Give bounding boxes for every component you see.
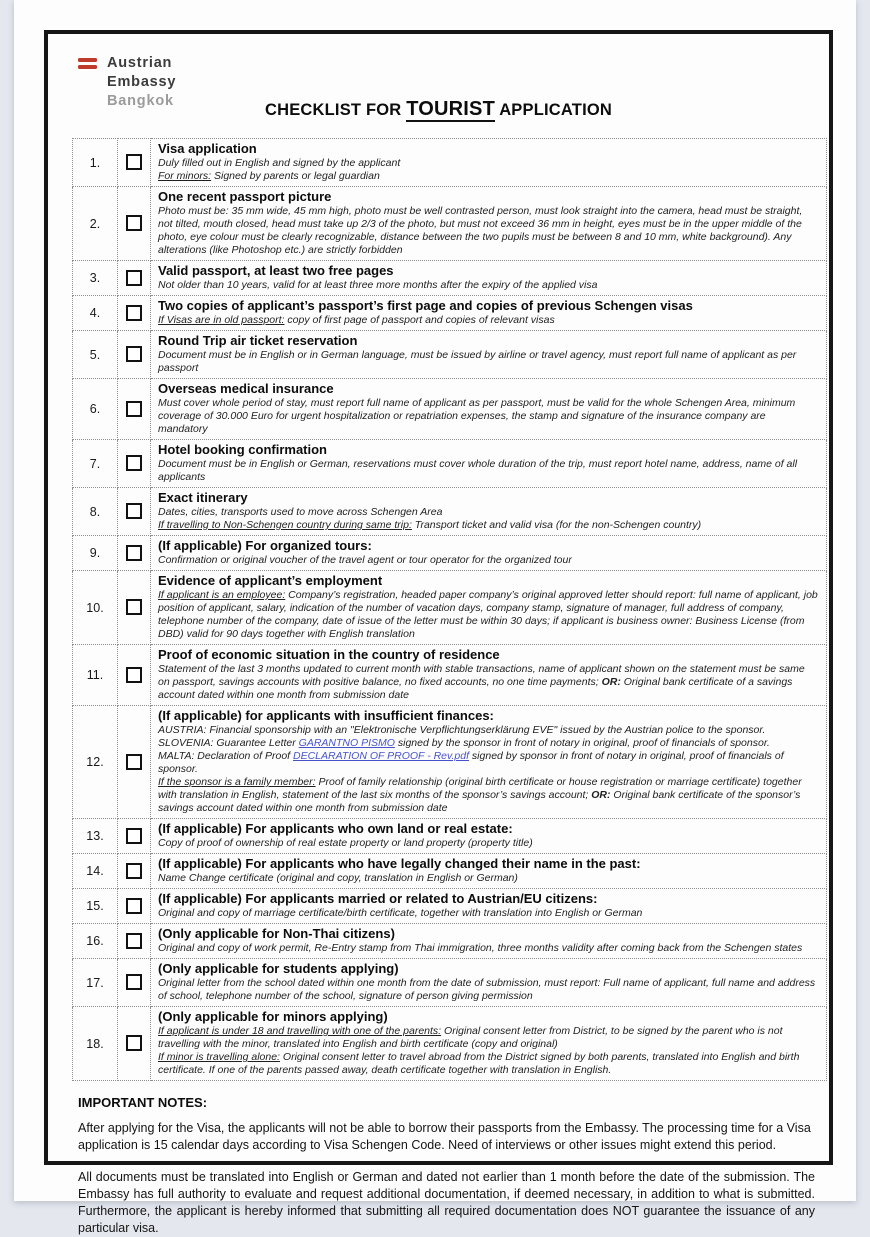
row-number: 12. (73, 706, 118, 819)
checkbox-row-5[interactable] (126, 346, 142, 362)
checklist-row-16 (73, 924, 827, 959)
item-description-line (158, 458, 818, 484)
checkbox-cell (118, 536, 151, 571)
row-number: 8. (73, 488, 118, 536)
item-description-line (158, 589, 818, 641)
row-number: 13. (73, 819, 118, 854)
item-description-line (158, 737, 818, 750)
description-text: Signed by parents or legal guardian (211, 170, 380, 182)
document-page (14, 0, 856, 1235)
checkbox-row-11[interactable] (126, 667, 142, 683)
item-content (151, 924, 827, 959)
checkbox-row-15[interactable] (126, 898, 142, 914)
description-text: Name Change certificate (original and copy, translation in English or German) (158, 872, 518, 884)
item-content (151, 379, 827, 440)
description-text: Original and copy of work permit, Re-Entry stamp from Thai immigration, three months validity after coming back from the Schengen states (158, 942, 803, 954)
item-description-line (158, 1051, 818, 1077)
description-text: If minor is travelling alone: (158, 1051, 280, 1063)
checkbox-row-8[interactable] (126, 503, 142, 519)
item-description-line (158, 314, 818, 327)
description-text: Original and copy of marriage certificate/birth certificate, together with translation into English or German (158, 907, 643, 919)
row-number: 17. (73, 959, 118, 1007)
item-description-line (158, 776, 818, 815)
checkbox-cell (118, 645, 151, 706)
document-link[interactable]: DECLARATION OF PROOF - Rev.pdf (293, 750, 470, 762)
item-description-line (158, 205, 818, 257)
checkbox-cell (118, 488, 151, 536)
description-text: signed by the sponsor in front of notary in original, proof of financials of sponsor. (394, 737, 770, 749)
row-number: 3. (73, 261, 118, 296)
description-text: Original letter from the school dated within one month from the date of submission, must report: Full name of applicant, full name and address of school, telephone number of the school, signature of person giving permission (158, 977, 816, 1002)
document-link[interactable]: GARANTNO PISMO (298, 737, 395, 749)
checklist-row-10 (73, 571, 827, 645)
item-description-line (158, 554, 818, 567)
checklist-row-6 (73, 379, 827, 440)
description-text: Transport ticket and valid visa (for the non-Schengen country) (411, 519, 702, 531)
row-number: 2. (73, 187, 118, 261)
checkbox-row-6[interactable] (126, 401, 142, 417)
item-title: (Only applicable for Non-Thai citizens) (158, 926, 395, 941)
description-text: Dates, cities, transports used to move across Schengen Area (158, 506, 443, 518)
item-content (151, 488, 827, 536)
item-content (151, 440, 827, 488)
item-description-line (158, 977, 818, 1003)
checklist-row-5 (73, 331, 827, 379)
austrian-flag-icon (78, 58, 97, 72)
description-text: If applicant is under 18 and travelling with one of the parents: (158, 1025, 442, 1037)
description-text: If travelling to Non-Schengen country during same trip: (158, 519, 412, 531)
checklist-row-8 (73, 488, 827, 536)
description-text: Must cover whole period of stay, must report full name of applicant as per passport, must be valid for the whole Schengen Area, minimum coverage of 30.000 Euro for urgent hospitalization or repatriation expenses, the stamp and signature of the insurance company are mandatory (158, 397, 796, 435)
item-title: Two copies of applicant’s passport’s first page and copies of previous Schengen visas (158, 298, 693, 313)
item-content (151, 571, 827, 645)
item-description-line (158, 349, 818, 375)
description-text: Confirmation or original voucher of the travel agent or tour operator for the organized tour (158, 554, 572, 566)
checkbox-cell (118, 924, 151, 959)
row-number: 7. (73, 440, 118, 488)
notes-heading: IMPORTANT NOTES: (78, 1095, 208, 1110)
checkbox-row-7[interactable] (126, 455, 142, 471)
item-title: Proof of economic situation in the country of residence (158, 647, 500, 662)
checklist-row-12 (73, 706, 827, 819)
row-number: 18. (73, 1007, 118, 1081)
logo-text-bangkok: Bangkok (107, 93, 174, 109)
checkbox-row-18[interactable] (126, 1035, 142, 1051)
checklist-row-3 (73, 261, 827, 296)
item-title: Hotel booking confirmation (158, 442, 327, 457)
description-text: If the sponsor is a family member: (158, 776, 316, 788)
description-text: copy of first page of passport and copies of relevant visas (284, 314, 555, 326)
checkbox-cell (118, 139, 151, 187)
checklist-row-14 (73, 854, 827, 889)
item-title: (Only applicable for students applying) (158, 961, 399, 976)
checklist-row-11 (73, 645, 827, 706)
row-number: 10. (73, 571, 118, 645)
checklist-row-18 (73, 1007, 827, 1081)
item-content (151, 645, 827, 706)
row-number: 11. (73, 645, 118, 706)
description-text: If Visas are in old passport: (158, 314, 285, 326)
title-suffix: APPLICATION (495, 101, 612, 119)
item-title: Round Trip air ticket reservation (158, 333, 358, 348)
item-content (151, 139, 827, 187)
item-title: (Only applicable for minors applying) (158, 1009, 388, 1024)
item-content (151, 536, 827, 571)
description-text: SLOVENIA: Guarantee Letter (158, 737, 299, 749)
item-description-line (158, 279, 818, 292)
logo-text-austrian: Austrian (107, 55, 173, 71)
item-description-line (158, 170, 818, 183)
checkbox-row-17[interactable] (126, 974, 142, 990)
description-text: Original consent letter from District, to be signed by the parent who is not travelling with the minor, translated into English and birth certificate (copy and original) (158, 1025, 783, 1050)
row-number: 14. (73, 854, 118, 889)
title-emphasis: TOURIST (406, 98, 496, 120)
item-title: (If applicable) For organized tours: (158, 538, 372, 553)
description-text: Original bank certificate of the sponsor’s savings account dated within one month from submission date (158, 789, 801, 814)
checkbox-cell (118, 296, 151, 331)
item-description-line (158, 519, 818, 532)
checkbox-cell (118, 1007, 151, 1081)
item-description-line (158, 724, 818, 737)
row-number: 5. (73, 331, 118, 379)
item-title: Valid passport, at least two free pages (158, 263, 394, 278)
description-text: Original consent letter to travel abroad from the District signed by both parents, translated into English and birth certificate. If one of the parents passed away, death certificate together with translation in English. (158, 1051, 800, 1076)
description-text: AUSTRIA: Financial sponsorship with an "Elektronische Verpflichtungserklärung EVE" issued by the Austrian police to the sponsor. (158, 724, 766, 736)
row-number: 16. (73, 924, 118, 959)
item-title: (If applicable) For applicants married or related to Austrian/EU citizens: (158, 891, 598, 906)
description-text: Statement of the last 3 months updated to current month with stable transactions, name of applicant shown on the statement must be same on passport, savings accounts with positive balance, no fixed accounts, no one time payments; (158, 663, 805, 688)
item-description-line (158, 506, 818, 519)
checklist-table (72, 138, 827, 1081)
item-content (151, 261, 827, 296)
checkbox-cell (118, 331, 151, 379)
item-description-line (158, 663, 818, 702)
checklist-row-13 (73, 819, 827, 854)
item-description-line (158, 942, 818, 955)
item-title: (If applicable) for applicants with insufficient finances: (158, 708, 494, 723)
description-text: Photo must be: 35 mm wide, 45 mm high, photo must be well contrasted person, must look straight into the camera, head must be straight, not tilted, mouth closed, head must take up 2/3 of the photo, but must not exceed 36 mm in height, eyes must be in the upper middle of the photo, eye colour must be clearly recognizable, distance between the two pupils must be between 8 and 10 mm, white background). Any alterations (like Photoshop etc.) are strictly forbidden (158, 205, 803, 256)
checkbox-row-10[interactable] (126, 599, 142, 615)
checklist-row-17 (73, 959, 827, 1007)
item-title: Overseas medical insurance (158, 381, 334, 396)
logo-text-embassy: Embassy (107, 74, 177, 90)
important-notes-section (78, 1095, 815, 1237)
checkbox-row-3[interactable] (126, 270, 142, 286)
checkbox-row-1[interactable] (126, 154, 142, 170)
item-content (151, 331, 827, 379)
item-content (151, 889, 827, 924)
row-number: 1. (73, 139, 118, 187)
description-text: Original bank certificate of a savings account dated within one month from submission date (158, 676, 793, 701)
checklist-row-15 (73, 889, 827, 924)
item-description-line (158, 750, 818, 776)
checklist-row-1 (73, 139, 827, 187)
checkbox-row-13[interactable] (126, 828, 142, 844)
document-header (48, 34, 829, 138)
item-description-line (158, 1025, 818, 1051)
item-content (151, 959, 827, 1007)
item-title: Visa application (158, 141, 257, 156)
notes-paragraph-1: After applying for the Visa, the applicants will not be able to borrow their passports from the Embassy. The processing time for a Visa application is 15 calendar days according to Visa Schengen Code. Need of interviews or other issues might extend this period. (78, 1121, 811, 1152)
description-text: For minors: (158, 170, 212, 182)
checkbox-cell (118, 819, 151, 854)
description-text: Proof of family relationship (original birth certificate or house registration or marriage certificate) together with translation in English, statement of the last six months of the sponsor’s savings account; (158, 776, 802, 801)
checklist-row-7 (73, 440, 827, 488)
checkbox-row-16[interactable] (126, 933, 142, 949)
checklist-row-4 (73, 296, 827, 331)
item-description-line (158, 872, 818, 885)
description-text: Duly filled out in English and signed by the applicant (158, 157, 401, 169)
description-text: Copy of proof of ownership of real estate property or land property (property title) (158, 837, 533, 849)
description-text: OR: (591, 789, 611, 801)
item-content (151, 706, 827, 819)
item-description-line (158, 837, 818, 850)
item-title: Exact itinerary (158, 490, 248, 505)
description-text: Company’s registration, headed paper company’s original approved letter should report: full name of applicant, job position of applicant, salary, indication of the number of vacation days, company stamp, signature of manager, full address of company, telephone number of the company, date of issue of the letter must be within 30 days; if applicant is business owner: Business License (from DBD) valid for 90 days together with English translation (158, 589, 818, 640)
item-content (151, 187, 827, 261)
checkbox-cell (118, 187, 151, 261)
flag-bar-bottom (78, 65, 97, 69)
page-border-frame (44, 30, 833, 1235)
checkbox-cell (118, 440, 151, 488)
checkbox-row-4[interactable] (126, 305, 142, 321)
description-text: signed by sponsor in front of notary in original, proof of financials of sponsor. (158, 750, 784, 775)
item-title: (If applicable) For applicants who have legally changed their name in the past: (158, 856, 641, 871)
checkbox-row-14[interactable] (126, 863, 142, 879)
checkbox-cell (118, 854, 151, 889)
item-title: (If applicable) For applicants who own land or real estate: (158, 821, 513, 836)
checklist-rows (73, 139, 827, 1081)
row-number: 15. (73, 889, 118, 924)
item-description-line (158, 907, 818, 920)
item-content (151, 296, 827, 331)
checkbox-row-9[interactable] (126, 545, 142, 561)
description-text: Document must be in English or German, reservations must cover whole duration of the trip, must report hotel name, address, name of all applicants (158, 458, 798, 483)
checkbox-cell (118, 379, 151, 440)
description-text: OR: (601, 676, 621, 688)
row-number: 9. (73, 536, 118, 571)
item-title: Evidence of applicant’s employment (158, 573, 383, 588)
item-title: One recent passport picture (158, 189, 332, 204)
checklist-row-2 (73, 187, 827, 261)
checklist-row-9 (73, 536, 827, 571)
checkbox-cell (118, 959, 151, 1007)
description-text: If applicant is an employee: (158, 589, 286, 601)
checkbox-cell (118, 261, 151, 296)
item-content (151, 819, 827, 854)
description-text: Not older than 10 years, valid for at least three more months after the expiry of the applied visa (158, 279, 598, 291)
item-content (151, 854, 827, 889)
checkbox-cell (118, 889, 151, 924)
item-content (151, 1007, 827, 1081)
title-prefix: CHECKLIST FOR (264, 101, 407, 119)
row-number: 4. (73, 296, 118, 331)
description-text: Document must be in English or in German language, must be issued by airline or travel agency, must report full name of applicant as per passport (158, 349, 797, 374)
flag-bar-top (78, 58, 97, 62)
checkbox-row-12[interactable] (126, 754, 142, 770)
checkbox-cell (118, 571, 151, 645)
item-description-line (158, 157, 818, 170)
item-description-line (158, 397, 818, 436)
row-number: 6. (73, 379, 118, 440)
checkbox-row-2[interactable] (126, 215, 142, 231)
notes-paragraph-2: All documents must be translated into English or German and dated not earlier than 1 month before the date of the submission. The Embassy has full authority to evaluate and request additional documentation, if deemed necessary, in addition to what is submitted. Furthermore, the applicant is hereby informed that submitting all required documentation does NOT guarantee the issuance of any particular visa. (78, 1170, 815, 1235)
checkbox-cell (118, 706, 151, 819)
page-title (48, 98, 829, 121)
description-text: MALTA: Declaration of Proof (158, 750, 293, 762)
